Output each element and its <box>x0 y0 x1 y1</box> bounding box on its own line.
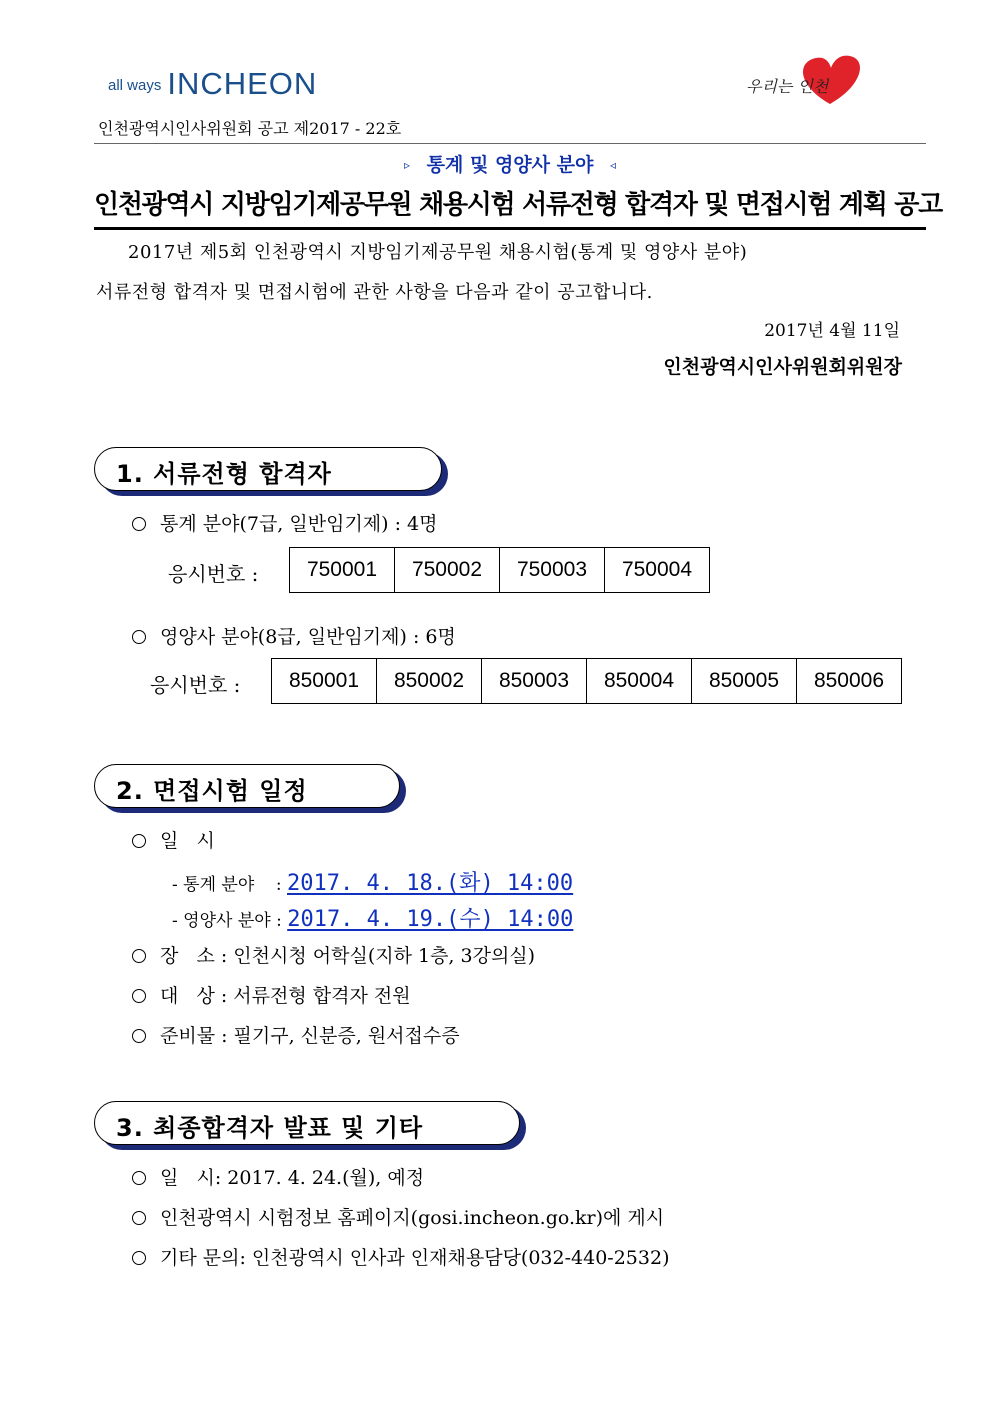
app-number-cell: 750003 <box>500 548 605 593</box>
app-number-cell: 850003 <box>482 659 587 704</box>
nutri-interview-row: - 영양사 분야 : 2017. 4. 19.(수) 14:00 <box>172 907 574 932</box>
interview-materials: 준비물 : 필기구, 신분증, 원서접수증 <box>132 1021 460 1048</box>
bullet-circle-icon <box>132 834 146 848</box>
app-number-cell: 850001 <box>272 659 377 704</box>
intro-line-2: 서류전형 합격자 및 면접시험에 관한 사항을 다음과 같이 공고합니다. <box>96 282 653 303</box>
stat-number-table <box>289 547 710 593</box>
app-number-cell: 750002 <box>395 548 500 593</box>
nutri-number-table <box>271 658 902 704</box>
incheon-logo <box>108 66 317 102</box>
logo-wordmark: INCHEON <box>167 66 318 101</box>
bullet-circle-icon <box>132 517 146 531</box>
app-number-cell: 750001 <box>290 548 395 593</box>
section-3-heading <box>94 1101 520 1145</box>
divider <box>94 143 926 144</box>
bullet-circle-icon <box>132 989 146 1003</box>
subject-line <box>94 150 926 177</box>
triangle-right-icon: ▹ <box>404 158 411 172</box>
logo-tagline: all ways <box>108 77 162 94</box>
nutri-group-title: 영양사 분야(8급, 일반임기제) : 6명 <box>132 622 456 649</box>
stat-group-title: 통계 분야(7급, 일반임기제) : 4명 <box>132 509 438 536</box>
title-underline <box>94 227 926 230</box>
app-number-cell: 750004 <box>605 548 710 593</box>
section-2-title: 2. 면접시험 일정 <box>116 777 308 805</box>
notice-date: 2017년 4월 11일 <box>764 321 900 341</box>
bullet-circle-icon <box>132 949 146 963</box>
bullet-circle-icon <box>132 1211 146 1225</box>
final-announce-date: 일 시: 2017. 4. 24.(월), 예정 <box>132 1163 424 1190</box>
section-2-heading <box>94 764 400 808</box>
page-title: 인천광역시 지방임기제공무원 채용시험 서류전형 합격자 및 면접시험 계획 공고 <box>94 190 942 220</box>
stat-app-label: 응시번호 : <box>168 562 259 586</box>
logo-slogan: 우리는 인천 <box>746 77 829 96</box>
subject-text: 통계 및 영양사 분야 <box>426 154 594 176</box>
notice-number: 인천광역시인사위원회 공고 제2017 - 22호 <box>98 119 402 138</box>
triangle-left-icon: ◃ <box>609 158 616 172</box>
contact-info: 기타 문의: 인천광역시 인사과 인재채용담당(032-440-2532) <box>132 1243 669 1270</box>
section-3-title: 3. 최종합격자 발표 및 기타 <box>116 1114 424 1142</box>
interview-datetime-label: 일 시 <box>132 826 215 853</box>
signer: 인천광역시인사위원회위원장 <box>663 356 902 378</box>
app-number-cell: 850002 <box>377 659 482 704</box>
app-number-cell: 850006 <box>797 659 902 704</box>
bullet-circle-icon <box>132 1251 146 1265</box>
bullet-circle-icon <box>132 1171 146 1185</box>
app-number-cell: 850004 <box>587 659 692 704</box>
section-1-heading <box>94 447 442 491</box>
intro-line-1: 2017년 제5회 인천광역시 지방임기제공무원 채용시험(통계 및 영양사 분야) <box>128 242 748 263</box>
app-number-cell: 850005 <box>692 659 797 704</box>
nutri-interview-datetime: 2017. 4. 19.(수) 14:00 <box>287 907 574 932</box>
nutri-app-label: 응시번호 : <box>150 673 241 697</box>
final-announce-site: 인천광역시 시험정보 홈페이지(gosi.incheon.go.kr)에 게시 <box>132 1203 664 1230</box>
interview-target: 대 상 : 서류전형 합격자 전원 <box>132 981 411 1008</box>
we-are-incheon-logo <box>738 52 868 106</box>
bullet-circle-icon <box>132 630 146 644</box>
bullet-circle-icon <box>132 1029 146 1043</box>
stat-interview-row: - 통계 분야 : 2017. 4. 18.(화) 14:00 <box>172 871 574 896</box>
section-1-title: 1. 서류전형 합격자 <box>116 460 332 488</box>
stat-interview-datetime: 2017. 4. 18.(화) 14:00 <box>287 871 574 896</box>
interview-place: 장 소 : 인천시청 어학실(지하 1층, 3강의실) <box>132 941 535 968</box>
